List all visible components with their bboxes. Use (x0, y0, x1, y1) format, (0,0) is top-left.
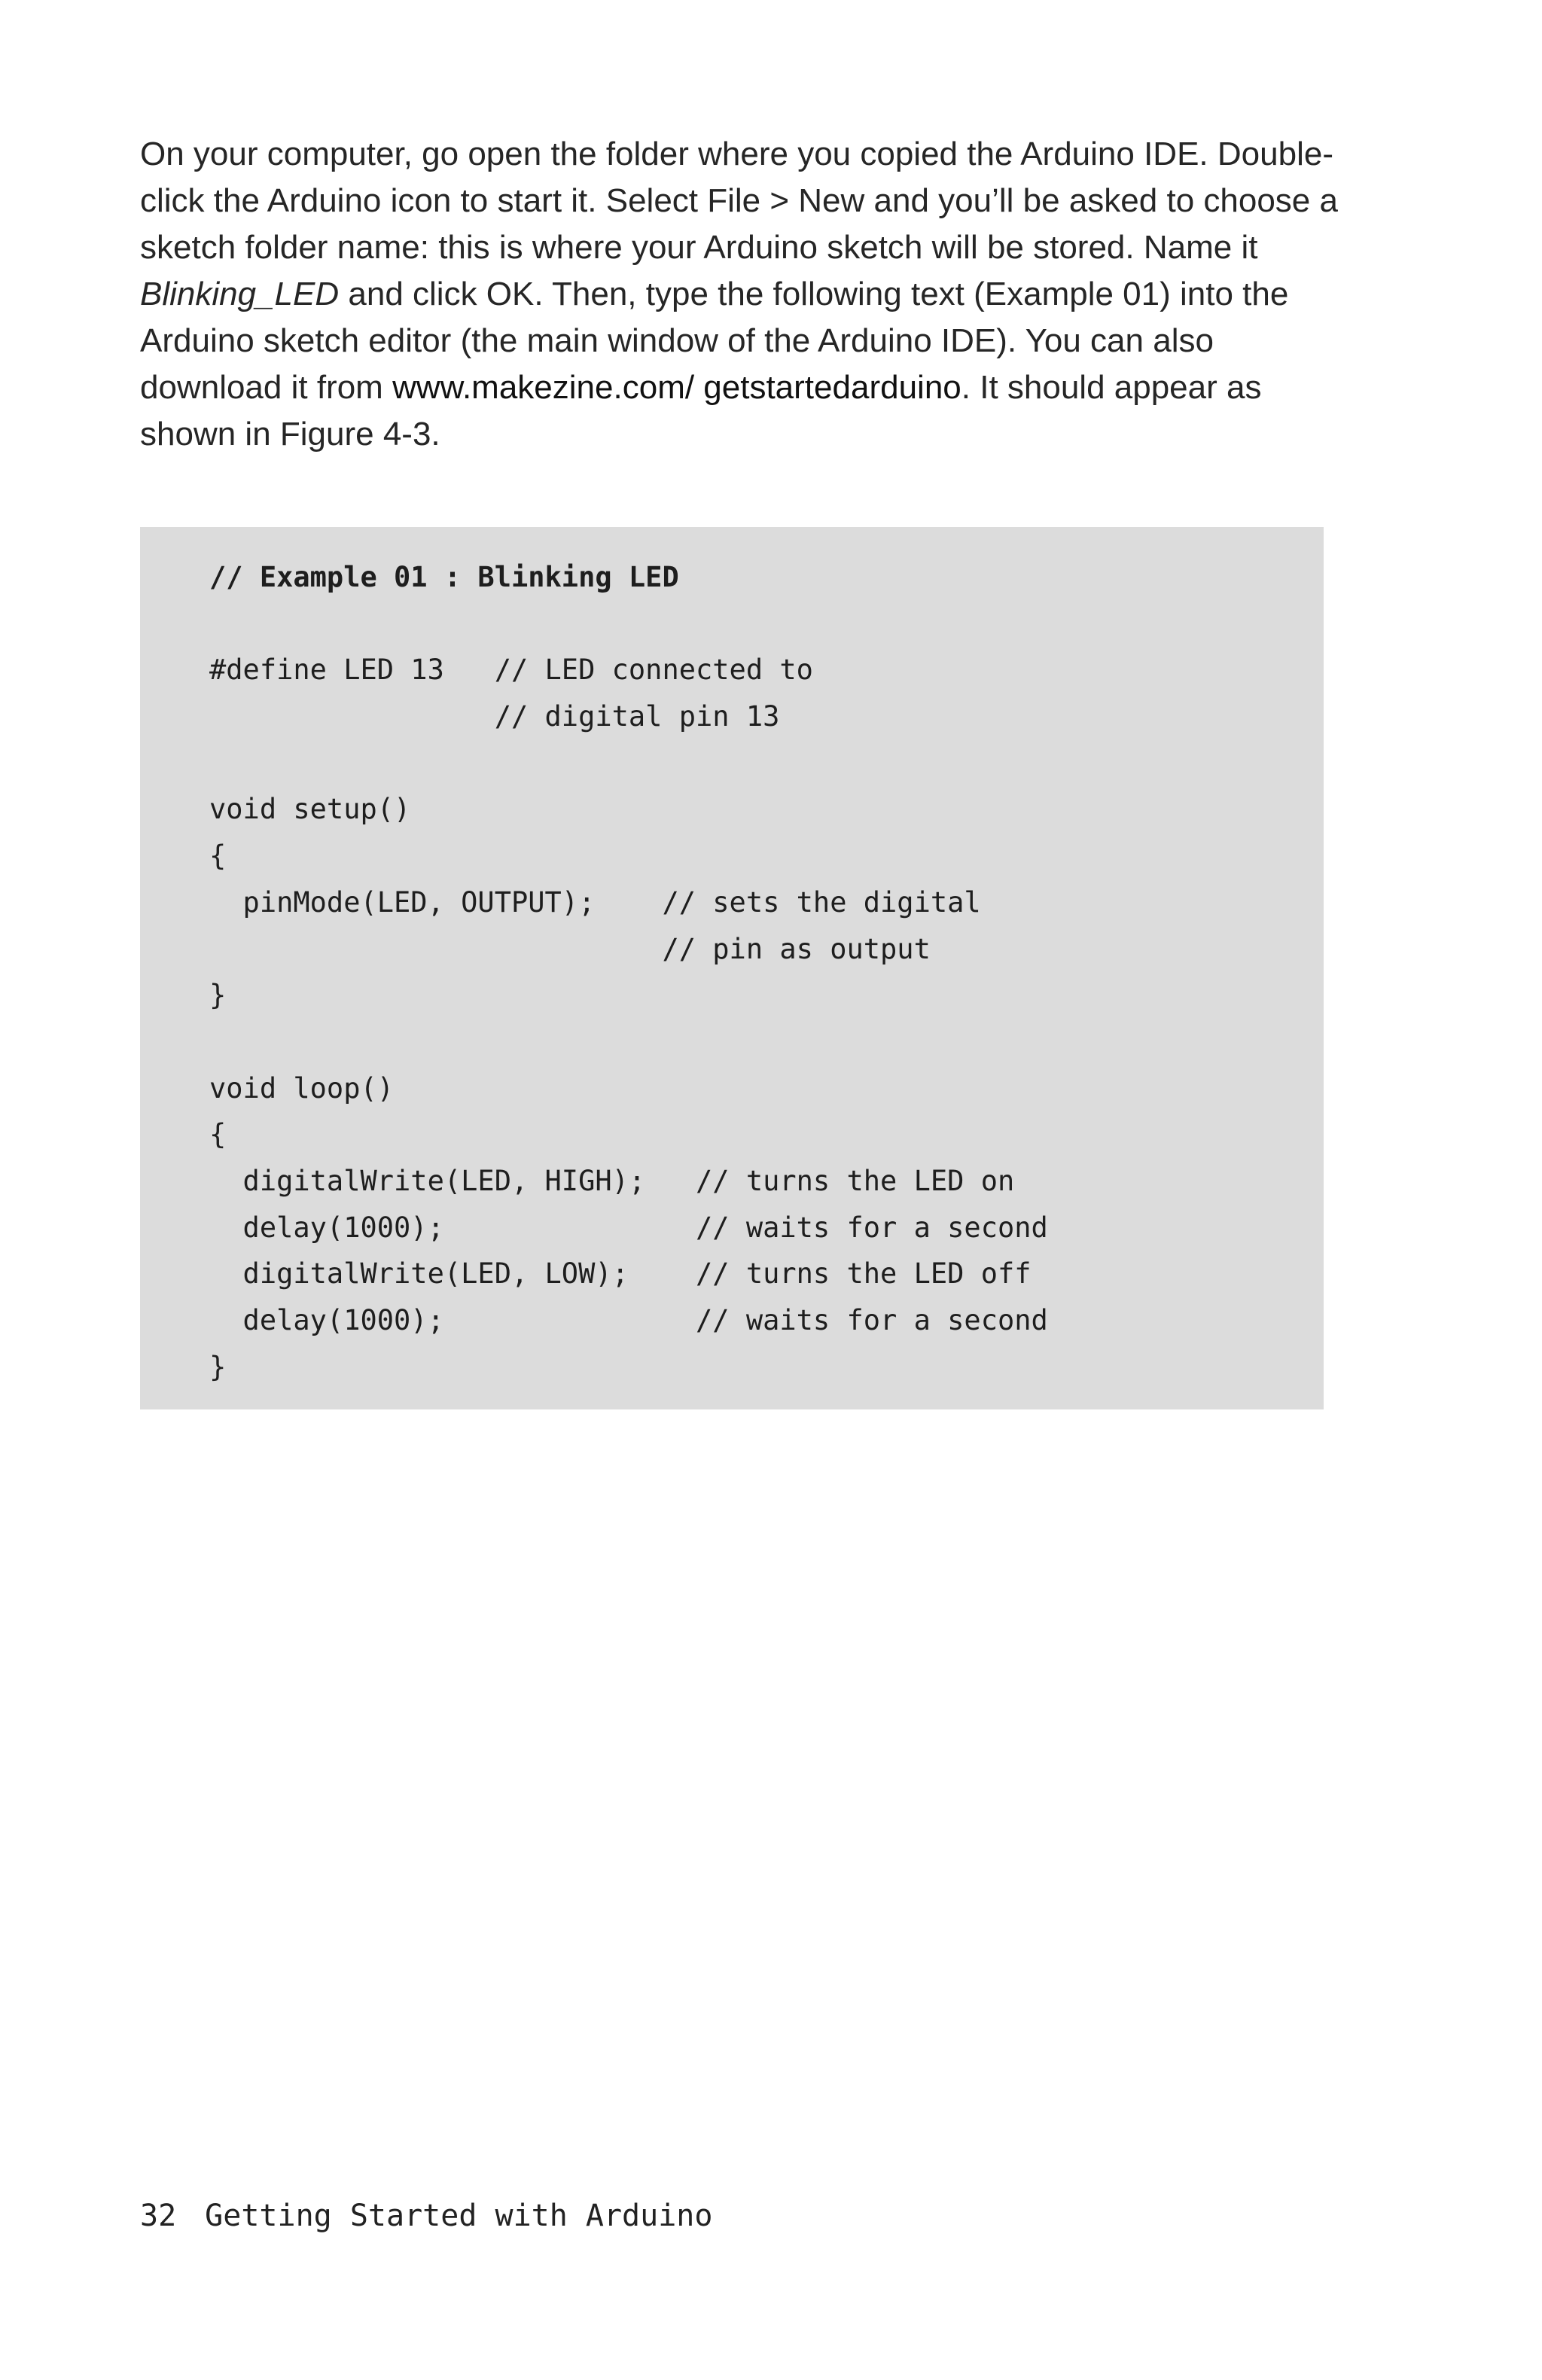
intro-paragraph (140, 131, 1345, 458)
intro-text-part2: and click OK. Then, type the following text (Example 01) into the Arduino sketch editor (the main window of the Arduino IDE). You can also download it from (140, 276, 1289, 406)
code-line: delay(1000); // waits for a second (209, 1304, 1048, 1336)
code-line: // Example 01 : Blinking LED (209, 561, 679, 593)
code-line: { (209, 1118, 227, 1151)
code-line: digitalWrite(LED, LOW); // turns the LED off (209, 1257, 1032, 1291)
code-line: #define LED 13 // LED connected to (209, 654, 813, 687)
code-line: } (209, 979, 227, 1012)
code-line: { (209, 840, 227, 873)
code-line (209, 740, 1048, 787)
code-line: delay(1000); // waits for a second (209, 1211, 1048, 1244)
code-line: digitalWrite(LED, HIGH); // turns the LED on (209, 1164, 1015, 1197)
code-listing-box (140, 527, 1324, 1409)
code-line: } (209, 1350, 227, 1383)
code-line: pinMode(LED, OUTPUT); // sets the digital (209, 885, 981, 919)
page-number: 32 (140, 2199, 177, 2233)
code-line: // digital pin 13 (209, 700, 780, 733)
code-line (209, 601, 1048, 648)
intro-text-part3: . It should appear as shown in Figure 4-3. (140, 369, 1262, 453)
code-listing (209, 554, 1048, 1390)
book-title: Getting Started with Arduino (205, 2199, 713, 2233)
code-line: void setup() (209, 793, 411, 826)
intro-text-part1: On your computer, go open the folder where you copied the Arduino IDE. Double-click the Arduino icon to start it. Select File > New and you’ll be asked to choose a sketch folder name: this is where your Arduino sketch will be stored. Name it (140, 136, 1338, 266)
code-line: void loop() (209, 1071, 395, 1105)
code-line: // pin as output (209, 932, 931, 965)
download-url[interactable]: www.makezine.com/ getstartedarduino (392, 369, 961, 406)
page-footer (140, 2193, 712, 2238)
code-line (209, 1019, 1048, 1065)
sketch-name: Blinking_LED (140, 276, 340, 312)
